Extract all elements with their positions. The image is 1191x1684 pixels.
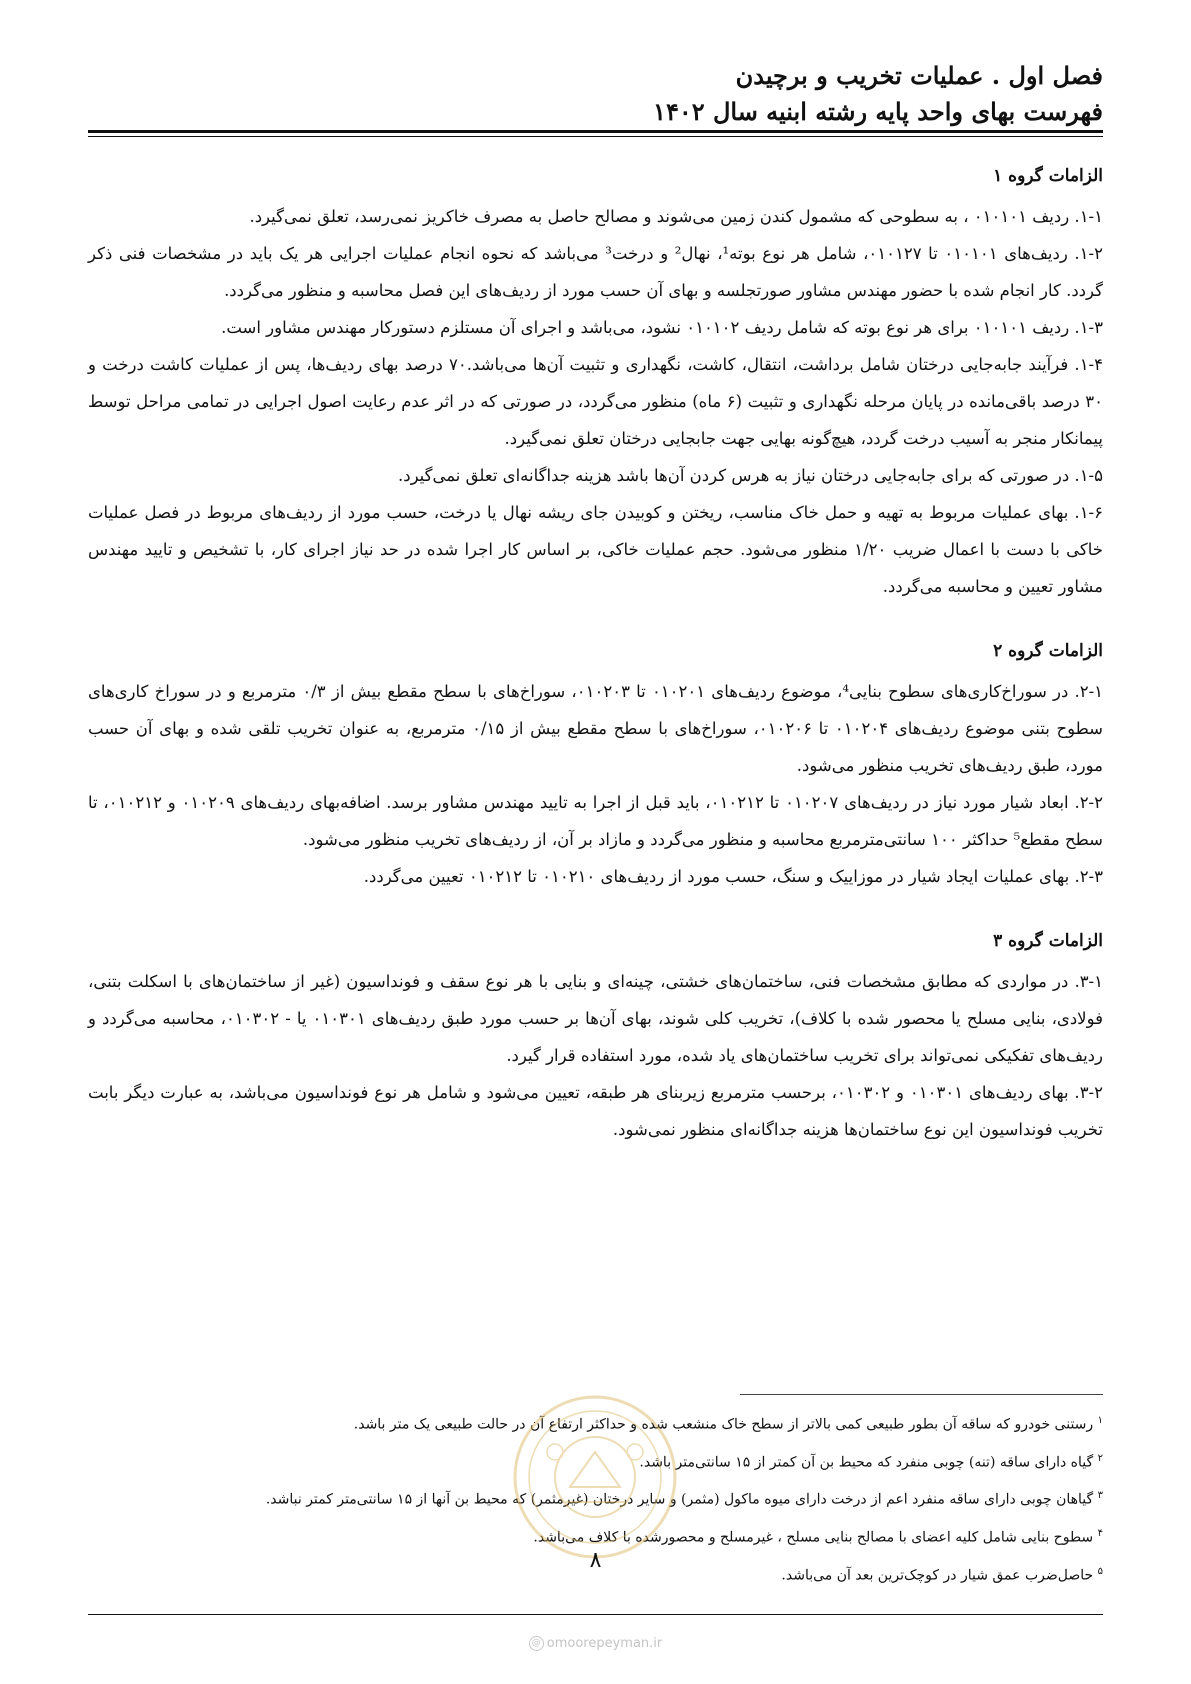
chapter-title: فصل اول . عملیات تخریب و برچیدن <box>735 61 1103 90</box>
group-title: الزامات گروه ۲ <box>993 641 1103 661</box>
footnote-number: ۵ <box>1097 1565 1103 1577</box>
watermark <box>0 1636 1191 1651</box>
footnote-text: گیاه دارای ساقه (تنه) چوبی منفرد که محیط بن آن کمتر از ۱۵ سانتی‌متر باشد. <box>639 1454 1094 1471</box>
page-header <box>88 58 1103 130</box>
at-sign-icon: @ <box>529 1636 544 1651</box>
footnote-number: ۱ <box>1097 1415 1103 1426</box>
header-rule-thin <box>88 136 1103 137</box>
group-section <box>88 925 1103 1148</box>
price-list-title: فهرست بهای واحد پایه رشته ابنیه سال ۱۴۰۲ <box>653 97 1103 126</box>
footnote-number: ۴ <box>1097 1527 1103 1539</box>
paragraph: ۱-۶. بهای عملیات مربوط به تهیه و حمل خاک مناسب، ریختن و کوبیدن جای ریشه نهال یا درخت، حسب مورد از ردیف‌های مربوط در فصل عملیات خاکی با دست با اعمال ضریب ۱/۲۰ منظور می‌شود. حجم عملیات خاکی، بر اساس کار اجرا شده در حد نیاز اجرای کار، با تشخیص و تایید مهندس مشاور تعیین و محاسبه می‌گردد. <box>88 503 1103 596</box>
header-rule-thick <box>88 130 1103 133</box>
paragraph: ۱-۴. فرآیند جابه‌جایی درختان شامل برداشت، انتقال، کاشت، نگهداری و تثبیت آن‌ها می‌باشد.۷۰ درصد بهای ردیف‌ها، پس از عملیات کاشت درخت و ۳۰ درصد باقی‌مانده در پایان مرحله نگهداری و تثبیت (۶ ماه) منظور می‌گردد، در صورتی که در اثر عدم رعایت اصول اجرایی در تمامی مراحل توسط پیمانکار منجر به آسیب درخت گردد، هیچ‌گونه بهایی جهت جابجایی درختان تعلق نمی‌گیرد. <box>88 355 1103 448</box>
page-number: ۸ <box>589 1548 602 1573</box>
footnote-text: رستنی خودرو که ساقه آن بطور طبیعی کمی بالاتر از سطح خاک منشعب شده و حداکثر ارتفاع آن در حالت طبیعی یک متر باشد. <box>353 1416 1094 1433</box>
footnote-text: سطوح بنایی شامل کلیه اعضای با مصالح بنایی مسلح ، غیرمسلح و محصورشده با کلاف می‌باشد. <box>533 1529 1094 1546</box>
seal-emblem-icon <box>510 1392 680 1562</box>
group-title: الزامات گروه ۱ <box>993 166 1103 186</box>
paragraph: ۱-۳. ردیف ۰۱۰۱۰۱ برای هر نوع بوته که شامل ردیف ۰۱۰۱۰۲ نشود، می‌باشد و اجرای آن مستلزم دستورکار مهندس مشاور است. <box>221 318 1103 337</box>
group-section <box>88 160 1103 605</box>
paragraph: ۱-۵. در صورتی که برای جابه‌جایی درختان نیاز به هرس کردن آن‌ها باشد هزینه جداگانه‌ای تعلق نمی‌گیرد. <box>397 466 1103 485</box>
footnote-text: حاصل‌ضرب عمق شیار در کوچک‌ترین بعد آن می‌باشد. <box>781 1567 1094 1584</box>
watermark-url: omoorepeyman.ir <box>546 1636 663 1651</box>
footnote-number: ۳ <box>1097 1490 1103 1502</box>
paragraph: ۲-۲. ابعاد شیار مورد نیاز در ردیف‌های ۰۱۰۲۰۷ تا ۰۱۰۲۱۲، باید قبل از اجرا به تایید مهندس مشاور برسد. اضافه‌بهای ردیف‌های ۰۱۰۲۰۹ و ۰۱۰۲۱۲، تا سطح مقطع⁵ حداکثر ۱۰۰ سانتی‌مترمربع محاسبه و منظور می‌گردد و مازاد بر آن، از ردیف‌های تخریب منظور می‌شود. <box>88 793 1103 849</box>
paragraph: ۳-۲. بهای ردیف‌های ۰۱۰۳۰۱ و ۰۱۰۳۰۲، برحسب مترمربع زیربنای هر طبقه، تعیین می‌شود و شامل هر نوع فونداسیون می‌باشد، به عبارت دیگر بابت تخریب فونداسیون این نوع ساختمان‌ها هزینه جداگانه‌ای منظور نمی‌شود. <box>88 1083 1103 1139</box>
footer-rule <box>88 1614 1103 1615</box>
paragraph: ۲-۱. در سوراخ‌کاری‌های سطوح بنایی⁴، موضوع ردیف‌های ۰۱۰۲۰۱ تا ۰۱۰۲۰۳، سوراخ‌های با سطح مقطع بیش از ۰/۳ مترمربع و در سوراخ کاری‌های سطوح بتنی موضوع ردیف‌های ۰۱۰۲۰۴ تا ۰۱۰۲۰۶، سوراخ‌های با سطح مقطع بیش از ۰/۱۵ مترمربع، به عنوان تخریب تلقی شده و بهای آن حسب مورد، طبق ردیف‌های تخریب منظور می‌شود. <box>88 682 1104 775</box>
group-title: الزامات گروه ۳ <box>993 931 1103 951</box>
footnote-separator <box>740 1394 1103 1395</box>
footnote-number: ۲ <box>1097 1452 1103 1464</box>
footnote-text: گیاهان چوبی دارای ساقه منفرد اعم از درخت دارای میوه ماکول (مثمر) و سایر درختان (غیرمثمر) که محیط بن آنها از ۱۵ سانتی‌متر کمتر نباشد. <box>265 1491 1094 1508</box>
paragraph: ۳-۱. در مواردی که مطابق مشخصات فنی، ساختمان‌های خشتی، چینه‌ای و بنایی با هر نوع سقف و فونداسیون (غیر از ساختمان‌های با اسکلت بتنی، فولادی، بنایی مسلح یا محصور شده با کلاف)، تخریب کلی شوند، بهای آن‌ها بر حسب مورد طبق ردیف‌های ۰۱۰۳۰۱ یا - ۰۱۰۳۰۲، محاسبه می‌گردد و ردیف‌های تفکیکی نمی‌تواند برای تخریب ساختمان‌های یاد شده، مورد استفاده قرار گیرد. <box>88 972 1103 1065</box>
document-body <box>88 160 1103 1148</box>
paragraph: ۱-۱. ردیف ۰۱۰۱۰۱ ، به سطوحی که مشمول کندن زمین می‌شوند و مصالح حاصل به مصرف خاکریز نمی‌رسد، تعلق نمی‌گیرد. <box>249 207 1103 226</box>
paragraph: ۱-۲. ردیف‌های ۰۱۰۱۰۱ تا ۰۱۰۱۲۷، شامل هر نوع بوته¹، نهال² و درخت³ می‌باشد که نحوه انجام عملیات اجرایی هر یک باید در مشخصات فنی ذکر گردد. کار انجام شده با حضور مهندس مشاور صورتجلسه و بهای آن حسب مورد از ردیف‌های این فصل محاسبه و منظور می‌گردد. <box>88 244 1103 300</box>
group-section <box>88 635 1103 895</box>
paragraph: ۲-۳. بهای عملیات ایجاد شیار در موزاییک و سنگ، حسب مورد از ردیف‌های ۰۱۰۲۱۰ تا ۰۱۰۲۱۲ تعیین می‌گردد. <box>363 867 1103 886</box>
